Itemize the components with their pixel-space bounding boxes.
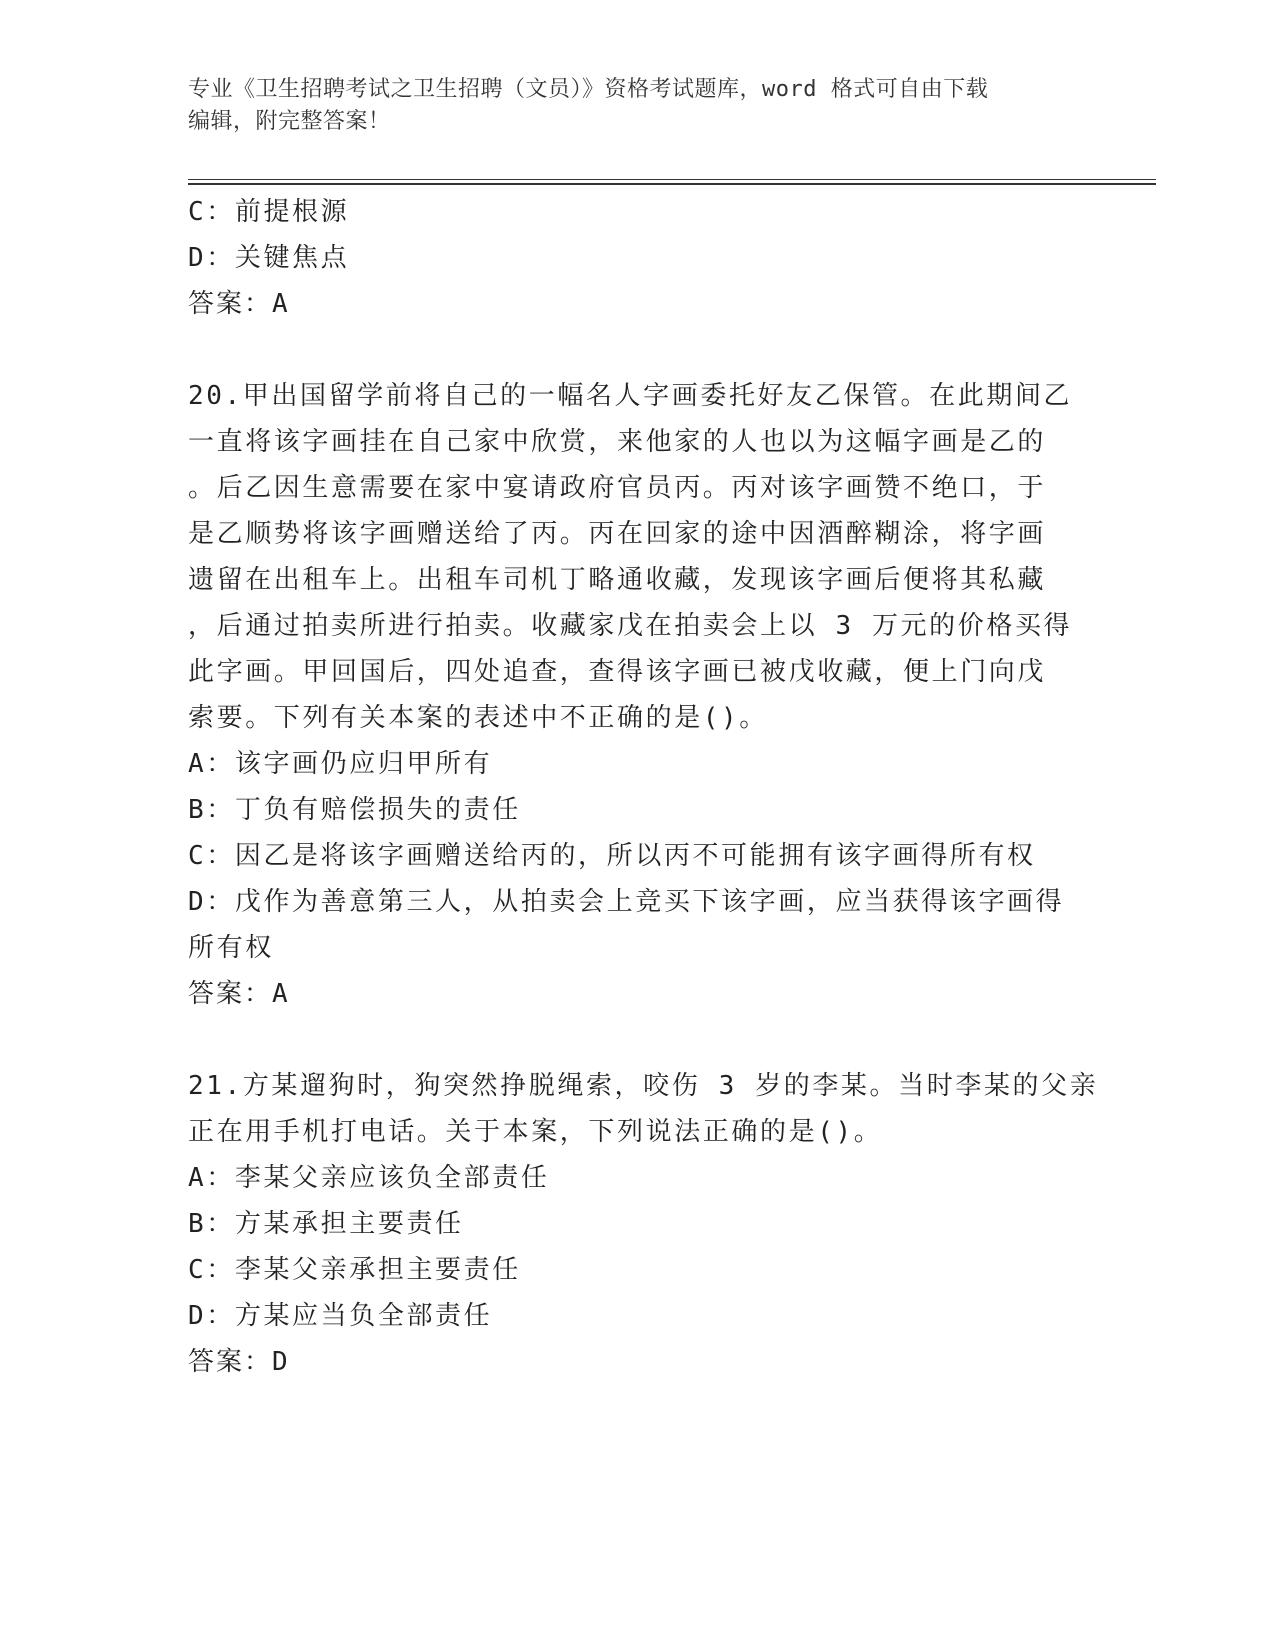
option-c: C：前提根源 bbox=[188, 197, 350, 227]
header-divider-thin bbox=[188, 179, 1156, 180]
spacer bbox=[188, 1017, 1088, 1063]
previous-question-tail bbox=[188, 189, 1088, 327]
answer-value: A bbox=[272, 979, 289, 1009]
option-c: C：李某父亲承担主要责任 bbox=[188, 1255, 521, 1285]
option-a: A：该字画仍应归甲所有 bbox=[188, 749, 493, 779]
option-d: D：戊作为善意第三人，从拍卖会上竞买下该字画，应当获得该字画得 bbox=[188, 887, 1065, 917]
option-c: C：因乙是将该字画赠送给丙的，所以丙不可能拥有该字画得所有权 bbox=[188, 841, 1036, 871]
question-text-line: 是乙顺势将该字画赠送给了丙。丙在回家的途中因酒醉糊涂，将字画 bbox=[188, 519, 1047, 549]
question-text-line: ，后通过拍卖所进行拍卖。收藏家戊在拍卖会上以 3 万元的价格买得 bbox=[188, 611, 1073, 641]
question-text-line: 索要。下列有关本案的表述中不正确的是()。 bbox=[188, 703, 768, 733]
option-d-continued: 所有权 bbox=[188, 933, 274, 963]
answer-line bbox=[188, 971, 1088, 1017]
question-text-line: 。后乙因生意需要在家中宴请政府官员丙。丙对该字画赞不绝口，于 bbox=[188, 473, 1047, 503]
answer-label: 答案： bbox=[188, 979, 273, 1009]
answer-line bbox=[188, 1339, 1088, 1385]
document-header bbox=[188, 74, 1088, 138]
answer-label: 答案： bbox=[188, 289, 273, 319]
spacer bbox=[188, 327, 1088, 373]
question-21 bbox=[188, 1063, 1099, 1385]
answer-line bbox=[188, 281, 1088, 327]
answer-value: D bbox=[272, 1347, 289, 1377]
header-line-2: 编辑，附完整答案！ bbox=[188, 109, 391, 134]
option-a: A：李某父亲应该负全部责任 bbox=[188, 1163, 550, 1193]
option-b: B：丁负有赔偿损失的责任 bbox=[188, 795, 521, 825]
option-d: D：关键焦点 bbox=[188, 243, 350, 273]
question-text-line: 一直将该字画挂在自己家中欣赏，来他家的人也以为这幅字画是乙的 bbox=[188, 427, 1047, 457]
option-b: B：方某承担主要责任 bbox=[188, 1209, 464, 1239]
question-20 bbox=[188, 373, 1088, 1017]
question-text-line: 20.甲出国留学前将自己的一幅名人字画委托好友乙保管。在此期间乙 bbox=[188, 381, 1073, 411]
option-d: D：方某应当负全部责任 bbox=[188, 1301, 493, 1331]
document-body bbox=[188, 189, 1099, 1385]
header-line-1: 专业《卫生招聘考试之卫生招聘（文员）》资格考试题库，word 格式可自由下载 bbox=[188, 77, 989, 102]
header-divider-thick bbox=[188, 183, 1156, 185]
answer-label: 答案： bbox=[188, 1347, 273, 1377]
question-text-line: 遗留在出租车上。出租车司机丁略通收藏，发现该字画后便将其私藏 bbox=[188, 565, 1047, 595]
question-text-line: 此字画。甲回国后，四处追查，查得该字画已被戊收藏，便上门向戊 bbox=[188, 657, 1047, 687]
question-text-line: 21.方某遛狗时，狗突然挣脱绳索，咬伤 3 岁的李某。当时李某的父亲 bbox=[188, 1071, 1099, 1101]
question-text-line: 正在用手机打电话。关于本案，下列说法正确的是()。 bbox=[188, 1117, 883, 1147]
answer-value: A bbox=[272, 289, 289, 319]
